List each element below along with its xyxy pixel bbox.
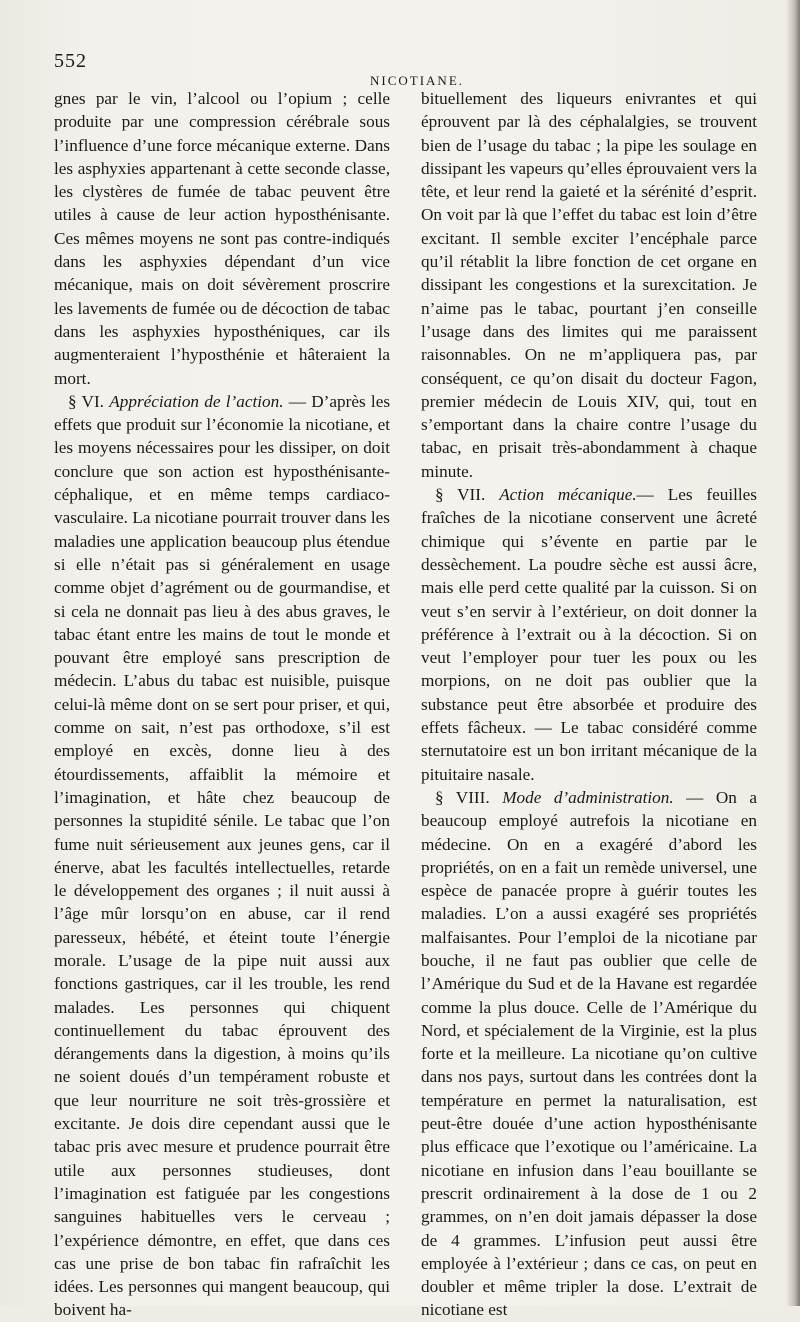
section-7-text: — Les feuilles fraîches de la nicotiane conservent une âcreté chimique qui s’évente en partie par le dessèchement. La poudre sèche est aussi âcre, mais elle perd cette qualité par la cuisson. Si on veut s’en servir à l’extérieur, on doit donner la préférence à l’extrait ou à la décoction. Si on veut l’employer pour tuer les poux ou les morpions, on ne doit pas oublier que la substance peut être absorbée et produire des effets fâcheux. — Le tabac considéré comme sternutatoire est un bon irritant mécanique de la pituitaire nasale. (421, 485, 757, 784)
page-header (0, 0, 800, 86)
page-number: 552 (54, 50, 87, 72)
paragraph-continuation-right: bituellement des liqueurs enivrantes et qui éprouvent par là des céphalalgies, se trouvent bien de l’usage du tabac ; la pipe les soulage en dissipant les vapeurs qu’elles éprouvaient vers la tête, et leur rend la gaieté et la sérénité d’esprit. On voit par là que l’effet du tabac est loin d’être excitant. Il semble exciter l’encéphale parce qu’il rétablit la libre fonction de cet organe en dissipant les congestions et la surexcitation. Je n’aime pas le tabac, pourtant j’en conseille l’usage dans des limites qui me paraissent raisonnables. On ne m’appliquera pas, par conséquent, ce qu’on disait du docteur Fagon, premier médecin de Louis XIV, qui, tout en s’emportant dans la chaire contre l’usage du tabac, en prisait très-abondamment à chaque minute. (421, 89, 758, 481)
section-8-title: Mode d’administration. (502, 787, 674, 807)
right-column (421, 87, 757, 1322)
running-head: NICOTIANE. (370, 73, 465, 88)
left-column (54, 87, 390, 1322)
section-7 (421, 483, 757, 786)
paragraph-continuation: gnes par le vin, l’alcool ou l’opium ; celle produite par une compression cérébrale sous l’influence d’une force mécanique externe. Dans les asphyxies appartenant à cette seconde classe, les clystères de fumée de tabac peuvent être utiles à cause de leur action hyposthénisante. Ces mêmes moyens ne sont pas contre-indiqués dans les asphyxies dépendant d’un vice mécanique, mais on doit sévèrement proscrire les lavements de fumée ou de décoction de tabac dans les asphyxies hyposthéniques, car ils augmenteraient l’hyposthénie et hâteraient la mort. (54, 89, 390, 388)
section-7-label: § VII. (435, 485, 486, 505)
page-edge-shadow (786, 0, 800, 1306)
section-6 (54, 390, 390, 1322)
section-7-title: Action mécanique. (499, 485, 637, 505)
section-8-text: — On a beaucoup employé autrefois la nicotiane en médecine. On en a exagéré d’abord les propriétés, on en a fait un remède universel, une espèce de panacée propre à guérir toutes les maladies. L’on a aussi exagéré ses propriétés malfaisantes. Pour l’emploi de la nicotiane par bouche, il ne faut pas oublier que celle de l’Amérique du Sud et de la Havane est regardée comme la plus douce. Celle de l’Amérique du Nord, et spécialement de la Virginie, est la plus forte et la meilleure. La nicotiane qu’on cultive dans nos pays, surtout dans les contrées dont la température en permet la naturalisation, est peut-être douée d’une action hyposthénisante plus efficace que l’exotique ou l’américaine. La nicotiane en infusion dans l’eau bouillante se prescrit ordinairement à la dose de 1 ou 2 grammes, on n’en doit jamais dépasser la dose de 4 grammes. L’infusion peut aussi être employée à l’extérieur ; dans ce cas, on peut en doubler et même tripler la dose. L’extrait de nicotiane est (421, 787, 758, 1320)
section-6-text: — D’après les effets que produit sur l’économie la nicotiane, et les moyens nécessaires pour les dissiper, on doit conclure que son action est hyposthénisante-céphalique, et en même temps cardiaco-vasculaire. La nicotiane pourrait trouver dans les maladies une application beaucoup plus étendue si elle n’était pas si généralement en usage comme objet d’agrément ou de gourmandise, et si cela ne donnait pas lieu à des abus graves, le tabac étant entre les mains de tout le monde et pouvant être employé sans prescription de médecin. L’abus du tabac est nuisible, puisque celui-là même dont on se sert pour priser, et qui, comme on sait, n’est pas orthodoxe, s’il est employé en excès, donne lieu à des étourdissements, affaiblit la mémoire et l’imagination, et hâte chez beaucoup de personnes la stupidité sénile. Le tabac que l’on fume nuit sérieusement aux jeunes gens, car il énerve, abat les facultés intellectuelles, retarde le développement des organes ; il nuit aussi à l’âge mûr lorsqu’on en abuse, car il rend paresseux, hébété, et éteint toute l’énergie morale. L’usage de la pipe nuit aussi aux fonctions gastriques, car il les trouble, les rend malades. Les personnes qui chiquent continuellement du tabac éprouvent des dérangements dans la digestion, à moins qu’ils ne soient doués d’un tempérament robuste et que leur nourriture ne soit très-grossière et excitante. Je dois dire cependant aussi que le tabac pris avec mesure et prudence pourrait être utile aux personnes studieuses, dont l’imagination est fatiguée par les congestions sanguines habituelles vers le cerveau ; l’expérience démontre, en effet, que dans ces cas une prise de bon tabac fin rafraîchit les idées. Les personnes qui mangent beaucoup, qui boivent ha- (54, 391, 391, 1320)
section-6-title: Appréciation de l’action. (109, 391, 284, 411)
section-8 (421, 786, 757, 1322)
section-6-label: § VI. (68, 391, 104, 411)
section-8-label: § VIII. (435, 787, 490, 807)
